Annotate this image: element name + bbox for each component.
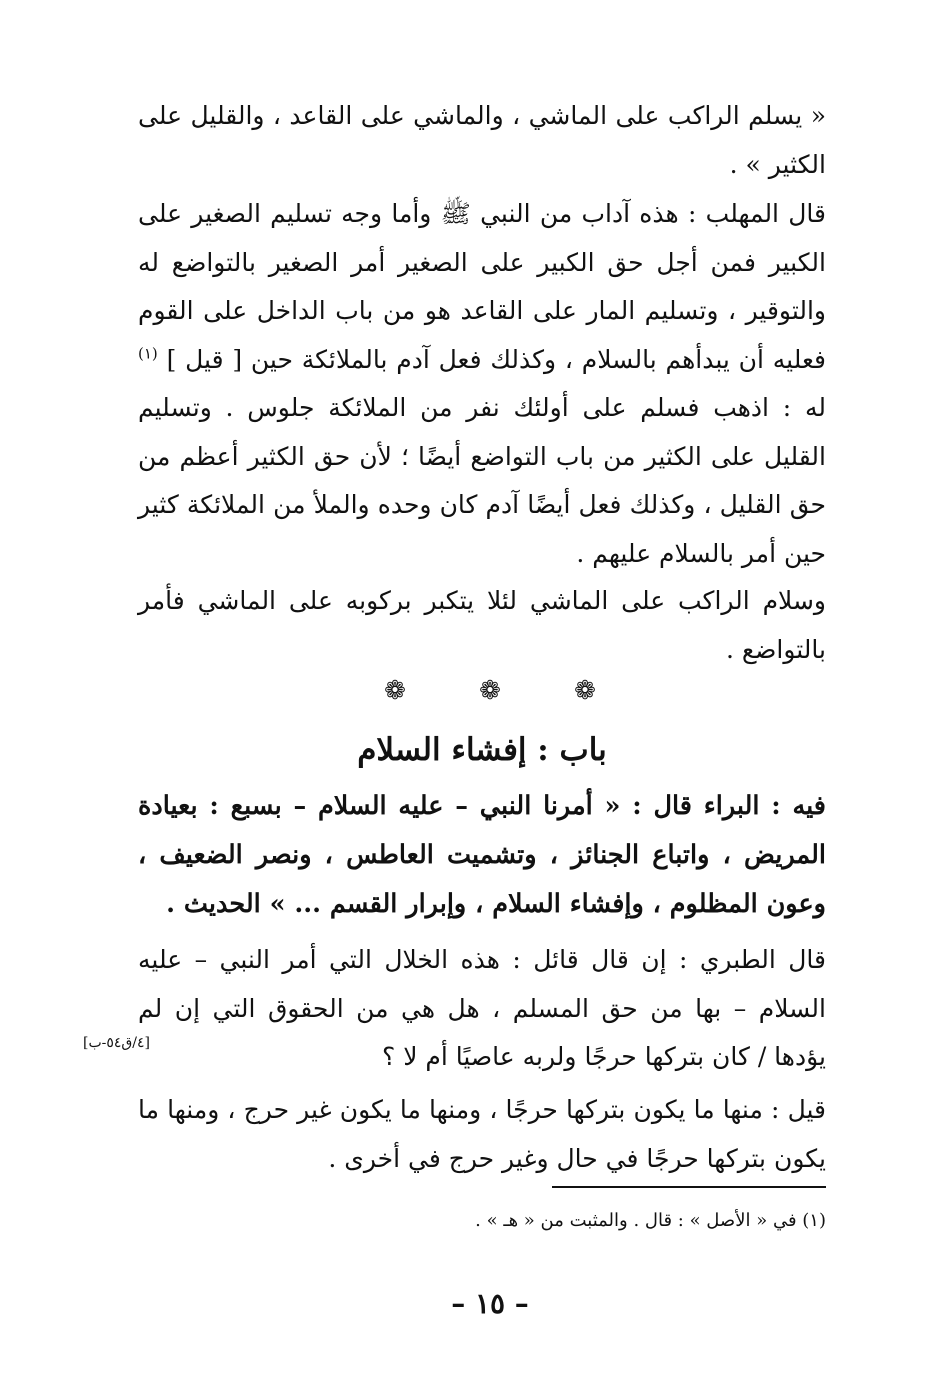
paragraph-hadith-quote: « يسلم الراكب على الماشي ، والماشي على القاعد ، والقليل على الكثير » . (138, 101, 826, 179)
separator-star-icon: ❁ (384, 676, 406, 706)
footnote: (١) في « الأصل » : قال . والمثبت من « هـ » . (475, 1210, 826, 1231)
paragraph-muhallab (138, 190, 826, 578)
separator-star-icon: ❁ (479, 676, 501, 706)
paragraph-rider: وسلام الراكب على الماشي لئلا يتكبر بركوبه على الماشي فأمر بالتواضع . (138, 586, 826, 664)
commentary-tabari: قال الطبري : إن قال قائل : هذه الخلال التي أمر النبي – عليه السلام – بها من حق المسلم ، هل هي من الحقوق التي إن لم يؤدها / كان بتركها حرجًا ولربه عاصيًا أم لا ؟ (138, 945, 826, 1071)
paragraph-muhallab-continued: له : اذهب فسلم على أولئك نفر من الملائكة جلوس . وتسليم القليل على الكثير من باب التواضع أيضًا ؛ لأن حق الكثير أعظم من حق القليل ، وكذلك فعل أيضًا آدم كان وحده والملأ من الملائكة كثير حين أمر بالسلام عليهم . (138, 393, 826, 568)
commentary-answer: قيل : منها ما يكون بتركها حرجًا ، ومنها ما يكون غير حرج ، ومنها ما يكون بتركها حرجًا في حال وغير حرج في أخرى . (138, 1095, 826, 1173)
manuscript-margin-note: [٤/ق٥٤-ب] (82, 1035, 150, 1051)
footnote-divider (552, 1186, 826, 1188)
separator-star-icon: ❁ (574, 676, 596, 706)
page-number: – ١٥ – (451, 1287, 529, 1320)
chapter-title: باب : إفشاء السلام (357, 732, 607, 768)
footnote-marker: (١) (138, 344, 158, 363)
paragraph-muhallab-text: قال المهلب : هذه آداب من النبي ﷺ وأما وجه تسليم الصغير على الكبير فمن أجل حق الكبير على الصغير أمر الصغير بالتواضع له والتوقير ، وتسليم المار على القاعد هو من باب الداخل على القوم فعليه أن يبدأهم بالسلام ، وكذلك فعل آدم بالملائكة حين [ قيل ] (138, 199, 826, 374)
section-separator (380, 676, 600, 706)
hadith-text: فيه : البراء قال : « أمرنا النبي – عليه السلام – بسبع : بعيادة المريض ، واتباع الجنائز ، وتشميت العاطس ، ونصر الضعيف ، وعون المظلوم ، وإفشاء السلام ، وإبرار القسم ... » الحديث . (138, 791, 826, 919)
